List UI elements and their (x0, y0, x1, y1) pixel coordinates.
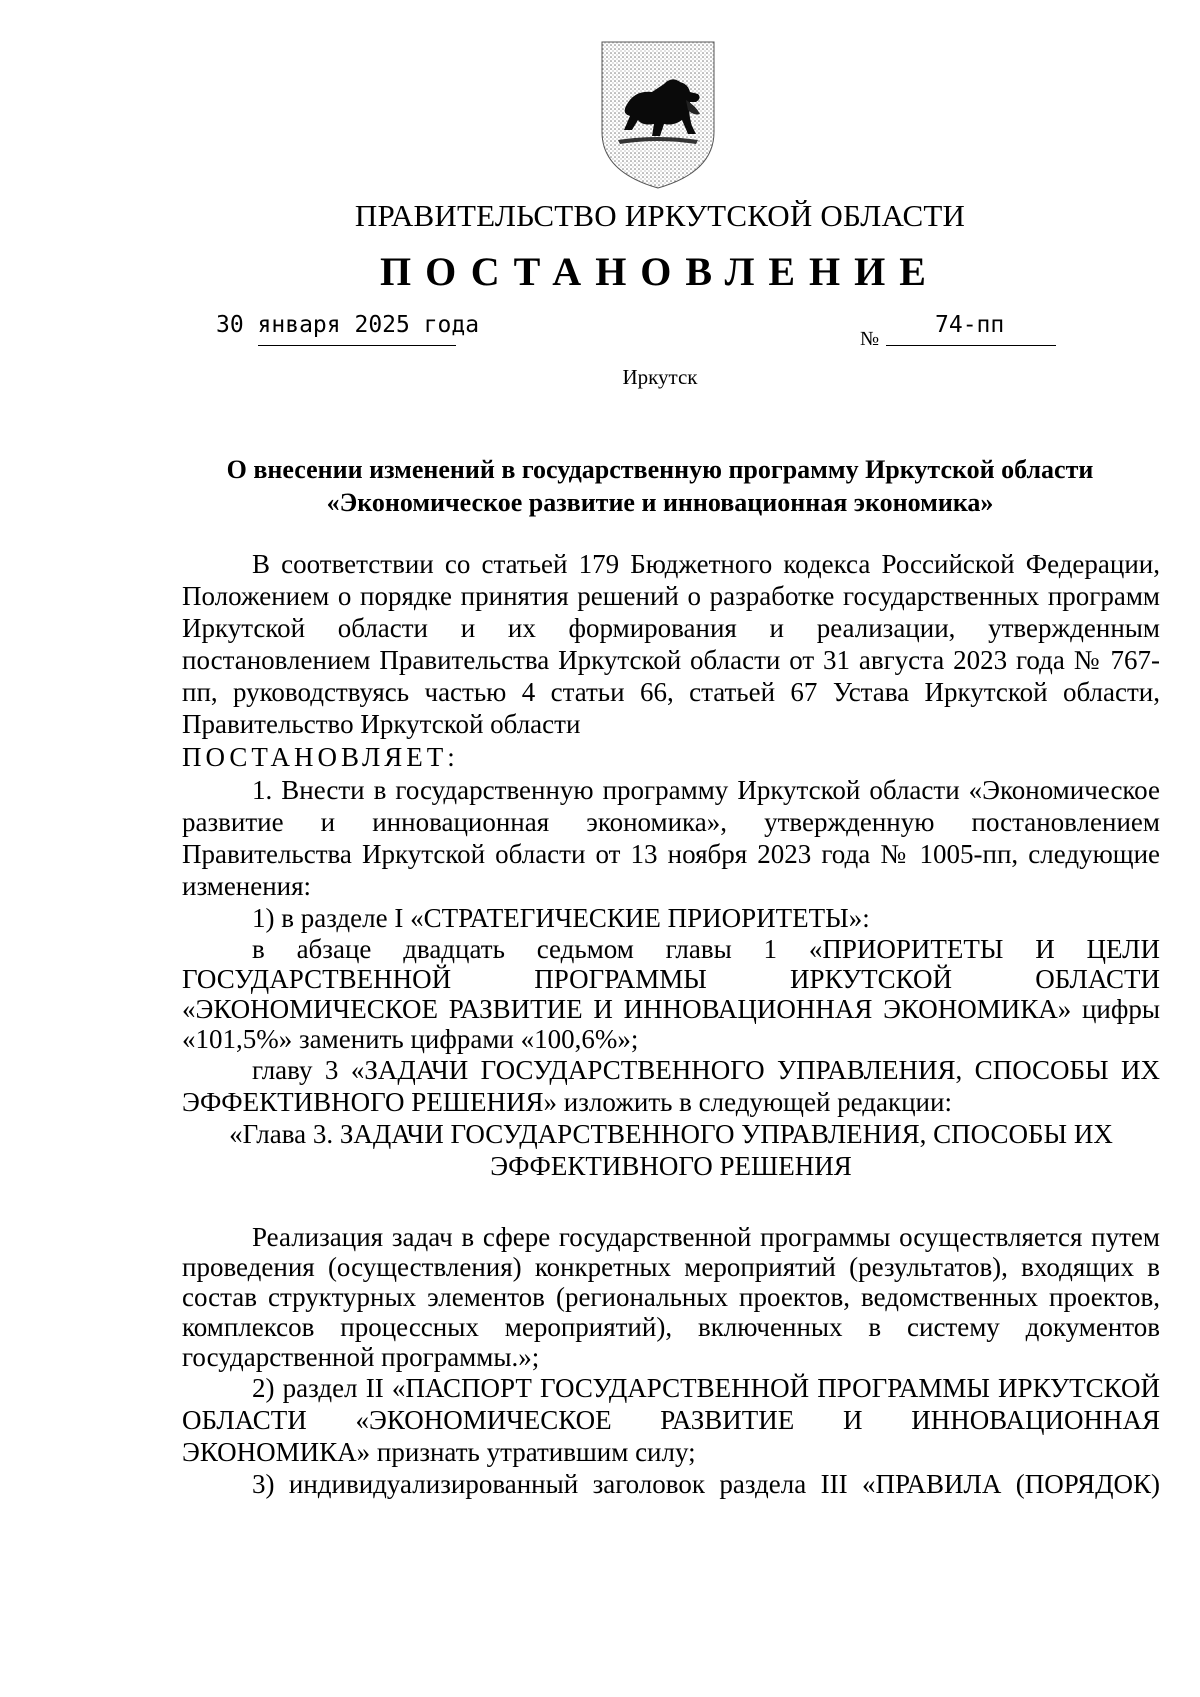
spacer (182, 1182, 1160, 1222)
organization-title: ПРАВИТЕЛЬСТВО ИРКУТСКОЙ ОБЛАСТИ (354, 198, 966, 233)
chapter-3-title-line-2: ЭФФЕКТИВНОГО РЕШЕНИЯ (490, 1151, 852, 1181)
subitem-1-paragraph-2: главу 3 «ЗАДАЧИ ГОСУДАРСТВЕННОГО УПРАВЛЕНИЯ, СПОСОБЫ ИХ ЭФФЕКТИВНОГО РЕШЕНИЯ» изложить в следующей редакции: (182, 1055, 1160, 1117)
resolves-heading: ПОСТАНОВЛЯЕТ: (182, 742, 459, 772)
document-city: Иркутск (622, 365, 698, 389)
date-underline (258, 345, 456, 346)
subitem-1-paragraph-1: в абзаце двадцать седьмом главы 1 «ПРИОРИТЕТЫ И ЦЕЛИ ГОСУДАРСТВЕННОЙ ПРОГРАММЫ ИРКУТСКОЙ ОБЛАСТИ «ЭКОНОМИЧЕСКОЕ РАЗВИТИЕ И ИННОВАЦИОННАЯ ЭКОНОМИКА» цифры «101,5%» заменить цифрами «100,6%»; (182, 934, 1160, 1054)
number-sign: № (860, 328, 880, 350)
number-underline (886, 345, 1056, 346)
subject-line-1: О внесении изменений в государственную программу Иркутской области (226, 455, 1094, 484)
document-date: 30 января 2025 года (216, 312, 480, 338)
subitem-2-paragraph: 2) раздел II «ПАСПОРТ ГОСУДАРСТВЕННОЙ ПРОГРАММЫ ИРКУТСКОЙ ОБЛАСТИ «ЭКОНОМИЧЕСКОЕ РАЗВИТИЕ И ИННОВАЦИОННАЯ ЭКОНОМИКА» признать утратившим силу; (182, 1373, 1160, 1467)
document-number: 74-пп (935, 312, 1005, 338)
chapter-3-title-line-1: «Глава 3. ЗАДАЧИ ГОСУДАРСТВЕННОГО УПРАВЛЕНИЯ, СПОСОБЫ ИХ (229, 1119, 1113, 1149)
subitem-1-heading: 1) в разделе I «СТРАТЕГИЧЕСКИЕ ПРИОРИТЕТЫ»: (252, 903, 870, 933)
irkutsk-coat-of-arms-icon (598, 40, 718, 190)
subject-line-2: «Экономическое развитие и инновационная экономика» (326, 488, 994, 517)
subitem-3-paragraph: 3) индивидуализированный заголовок раздела III «ПРАВИЛА (ПОРЯДОК) (252, 1469, 1160, 1499)
document-subject (160, 453, 1160, 519)
document-type-heading: ПОСТАНОВЛЕНИЕ (380, 249, 940, 294)
document-body (182, 548, 1160, 1500)
item-1-paragraph: 1. Внести в государственную программу Иркутской области «Экономическое развитие и инновационная экономика», утвержденную постановлением Правительства Иркутской области от 13 ноября 2023 года № 1005-пп, следующие изменения: (182, 775, 1160, 901)
chapter-3-text: Реализация задач в сфере государственной программы осуществляется путем проведения (осуществления) конкретных мероприятий (результатов), входящих в состав структурных элементов (региональных проектов, ведомственных проектов, комплексов процессных мероприятий), включенных в систему документов государственной программы.»; (182, 1222, 1160, 1372)
preamble-paragraph: В соответствии со статьей 179 Бюджетного кодекса Российской Федерации, Положением о порядке принятия решений о разработке государственных программ Иркутской области и их формирования и реализации, утвержденным постановлением Правительства Иркутской области от 31 августа 2023 года № 767-пп, руководствуясь частью 4 статьи 66, статьей 67 Устава Иркутской области, Правительство Иркутской области (182, 549, 1160, 739)
